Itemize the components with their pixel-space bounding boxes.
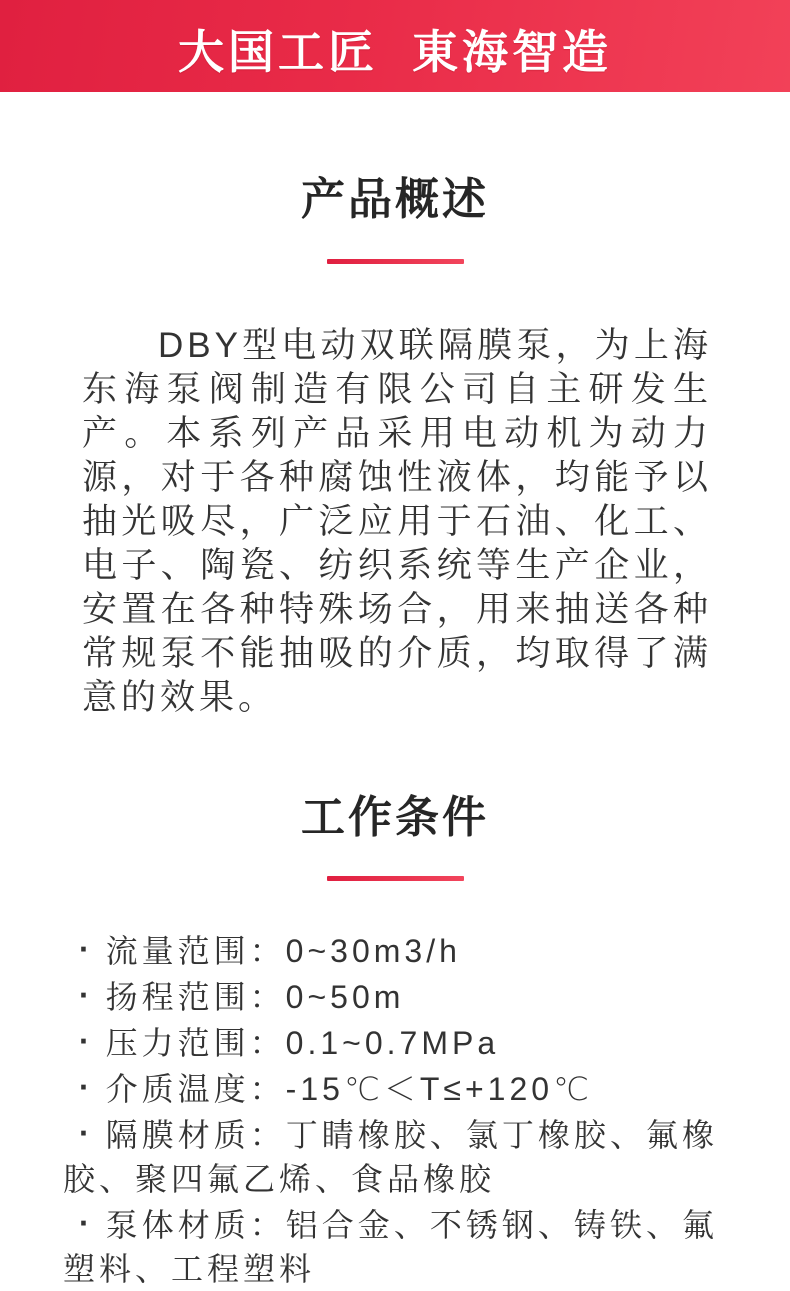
title-underline-decoration [327, 876, 464, 881]
banner-title [178, 16, 612, 82]
list-item [63, 1067, 718, 1111]
list-item [63, 929, 718, 973]
bullet-icon: · [79, 1115, 94, 1152]
section-title-product-overview: 产品概述 [301, 175, 489, 224]
spec-head-range: 扬程范围：0~50m [105, 979, 405, 1016]
banner-title-right: 東海智造 [412, 26, 612, 78]
bullet-icon: · [79, 1205, 94, 1242]
spec-diaphragm-material: 隔膜材质：丁睛橡胶、氯丁橡胶、氟橡胶、聚四氟乙烯、食品橡胶 [63, 1117, 718, 1198]
bullet-icon: · [79, 1069, 94, 1106]
spec-list [63, 929, 718, 1291]
list-item [63, 1203, 718, 1291]
title-underline-decoration [327, 259, 464, 264]
top-banner [0, 0, 790, 92]
bullet-icon: · [79, 1023, 94, 1060]
list-item [63, 1113, 718, 1201]
bullet-icon: · [79, 931, 94, 968]
spec-medium-temperature: 介质温度：-15℃＜T≤+120℃ [105, 1071, 593, 1108]
spec-pump-body-material: 泵体材质：铝合金、不锈钢、铸铁、氟塑料、工程塑料 [63, 1207, 718, 1288]
bullet-icon: · [79, 977, 94, 1014]
list-item [63, 975, 718, 1019]
spec-flow-range: 流量范围：0~30m3/h [105, 933, 461, 970]
banner-title-left: 大国工匠 [178, 26, 378, 78]
section-title-working-conditions: 工作条件 [301, 792, 489, 842]
product-overview-paragraph: DBY型电动双联隔膜泵，为上海东海泵阀制造有限公司自主研发生产。本系列产品采用电动机为动力源，对于各种腐蚀性液体，均能予以抽光吸尽，广泛应用于石油、化工、电子、陶瓷、纺织系统等生产企业，安置在各种特殊场合，用来抽送各种常规泵不能抽吸的介质，均取得了满意的效果。 [82, 325, 712, 717]
spec-pressure-range: 压力范围：0.1~0.7MPa [105, 1025, 500, 1062]
list-item [63, 1021, 718, 1065]
